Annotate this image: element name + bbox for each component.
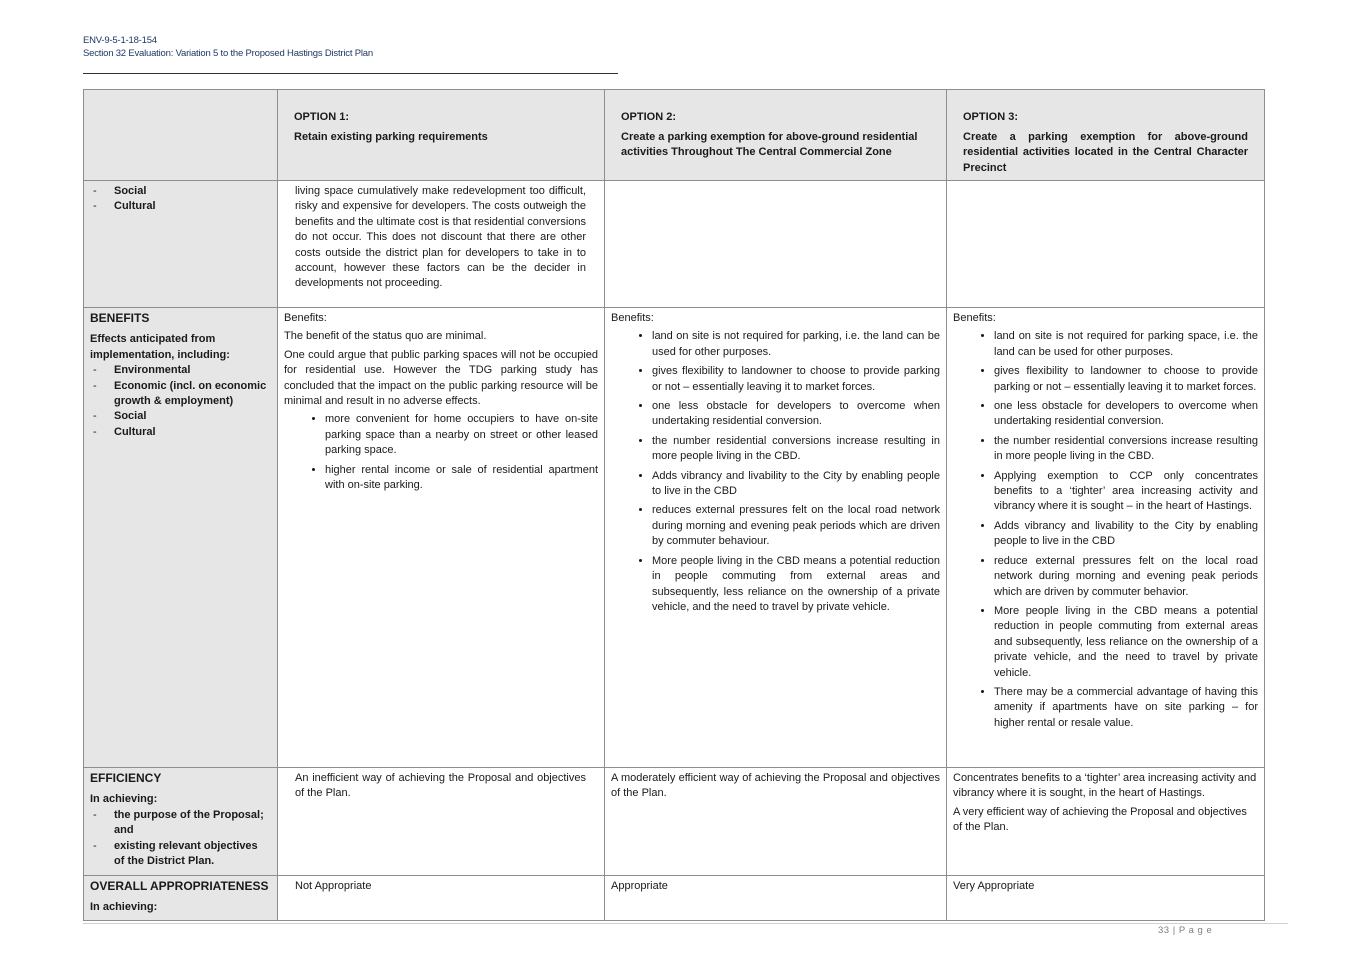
option1-title: Retain existing parking requirements [294, 130, 488, 143]
efficiency-option2-cell [605, 768, 947, 876]
option1-header [278, 90, 605, 181]
option2-header [605, 90, 947, 181]
continued-option3-cell [947, 181, 1265, 308]
benefit-item: • gives flexibility to landowner to choose to provide parking or not – essentially leaving it to market forces. [994, 364, 1258, 395]
overall-heading: OVERALL APPROPRIATENESS [90, 879, 269, 893]
overall-option3-text: Very Appropriate [953, 880, 1035, 892]
benefits-paragraph: The benefit of the status quo are minimal. [284, 330, 487, 343]
benefit-item: • one less obstacle for developers to overcome when undertaking residential conversion. [994, 399, 1258, 430]
page-label: P a g e [1178, 925, 1213, 936]
efficiency-option3-cell [947, 768, 1265, 876]
benefits-label: Benefits: [611, 312, 654, 324]
overall-intro: In achieving: [90, 901, 158, 914]
efficiency-intro: In achieving: [90, 793, 158, 806]
benefits-intro: Effects anticipated from implementation, including: [90, 333, 230, 361]
overall-option1-cell [278, 876, 605, 921]
efficiency-criteria-cell [84, 768, 278, 876]
benefit-item: • the number residential conversions increase resulting in more people living in the CBD. [652, 434, 940, 465]
criteria-item: - Social [90, 184, 271, 199]
benefit-item: • more convenient for home occupiers to have on-site parking space than a nearby on street or other leased parking space. [325, 412, 598, 458]
option1-number: OPTION 1: [294, 111, 350, 123]
benefits-option2-list [611, 329, 940, 615]
efficiency-option3-text: A very efficient way of achieving the Proposal and objectives of the Plan. [953, 805, 1247, 834]
benefit-item: • higher rental income or sale of residential apartment with on-site parking. [325, 463, 598, 494]
benefit-item: • Adds vibrancy and livability to the City by enabling people to live in the CBD [652, 469, 940, 500]
benefits-label: Benefits: [284, 312, 327, 324]
benefits-criteria-cell [84, 308, 278, 768]
benefits-criteria-list [90, 363, 271, 440]
overall-option3-cell [947, 876, 1265, 921]
criteria-item: - Social [90, 409, 271, 424]
criteria-item: - Cultural [90, 425, 271, 440]
benefit-item: • gives flexibility to landowner to choose to provide parking or not – essentially leaving it to market forces. [652, 364, 940, 395]
benefits-option1-cell [278, 308, 605, 768]
page-separator: | [1172, 925, 1176, 936]
document-header [83, 34, 373, 60]
benefit-item: • There may be a commercial advantage of having this amenity if apartments have on site parking – for higher rental or resale value. [994, 685, 1258, 731]
page-number: 33 [1158, 925, 1170, 936]
benefits-label: Benefits: [953, 312, 996, 324]
benefits-option3-list [953, 329, 1258, 731]
benefit-item: • reduce external pressures felt on the local road network during morning and evening peak periods which are driven by commuter behavior. [994, 554, 1258, 600]
corner-cell [84, 90, 278, 181]
continued-option1-text: living space cumulatively make redevelopment too difficult, risky and expensive for developers. The costs outweigh the benefits and the ultimate cost is that residential conversions do not occur. This does not discount that there are other costs outside the district plan for developers to take in to account, however these factors can be the decider in developments not proceeding. [295, 185, 586, 290]
footer-rule [83, 923, 1288, 924]
benefit-item: • the number residential conversions increase resulting in more people living in the CBD. [994, 434, 1258, 465]
criteria-item: - Environmental [90, 363, 271, 378]
efficiency-row [84, 768, 1265, 876]
page-footer [1158, 925, 1212, 936]
efficiency-criteria-list [90, 808, 271, 870]
continued-option2-cell [605, 181, 947, 308]
criteria-item: - the purpose of the Proposal; and [90, 808, 271, 839]
option3-title: Create a parking exemption for above-ground residential activities located in the Central Character Precinct [963, 130, 1248, 174]
document-title: Section 32 Evaluation: Variation 5 to the Proposed Hastings District Plan [83, 48, 373, 59]
overall-option1-text: Not Appropriate [295, 880, 372, 892]
evaluation-table [83, 89, 1265, 921]
continued-criteria-list [90, 184, 271, 215]
continued-option1-cell [278, 181, 605, 308]
benefit-item: • More people living in the CBD means a potential reduction in people commuting from external areas and subsequently, less reliance on the ownership of a private vehicle, and the need to travel by private vehicle. [994, 604, 1258, 681]
overall-criteria-cell [84, 876, 278, 921]
continued-row [84, 181, 1265, 308]
document-ref: ENV-9-5-1-18-154 [83, 35, 157, 46]
benefits-paragraph: One could argue that public parking spaces will not be occupied for residential use. However the TDG parking study has concluded that the impact on the public parking resource will be minimal and result in no adverse effects. [284, 348, 598, 408]
option3-header [947, 90, 1265, 181]
benefit-item: • reduces external pressures felt on the local road network during morning and evening peak periods which are driven by commuter behaviour. [652, 503, 940, 549]
benefits-option1-list [284, 412, 598, 493]
benefit-item: • land on site is not required for parking space, i.e. the land can be used for other purposes. [994, 329, 1258, 360]
header-rule [83, 73, 618, 74]
benefits-option2-cell [605, 308, 947, 768]
efficiency-option3-text: Concentrates benefits to a ‘tighter’ area increasing activity and vibrancy where it is sought, in the heart of Hastings. [953, 772, 1257, 800]
overall-row [84, 876, 1265, 921]
options-header-row [84, 90, 1265, 181]
benefits-row [84, 308, 1265, 768]
benefit-item: • land on site is not required for parking, i.e. the land can be used for other purposes. [652, 329, 940, 360]
benefit-item: • Adds vibrancy and livability to the City by enabling people to live in the CBD [994, 519, 1258, 550]
continued-criteria-cell [84, 181, 278, 308]
option3-number: OPTION 3: [963, 111, 1019, 123]
efficiency-option2-text: A moderately efficient way of achieving the Proposal and objectives of the Plan. [611, 772, 940, 800]
criteria-item: - Economic (incl. on economic growth & employment) [90, 379, 271, 410]
benefit-item: • Applying exemption to CCP only concentrates benefits to a ‘tighter’ area increasing activity and vibrancy where it is sought – in the heart of Hastings. [994, 469, 1258, 515]
overall-option2-text: Appropriate [611, 880, 668, 892]
criteria-item: - Cultural [90, 199, 271, 214]
benefits-heading: BENEFITS [90, 311, 150, 325]
overall-option2-cell [605, 876, 947, 921]
benefit-item: • More people living in the CBD means a potential reduction in people commuting from external areas and subsequently, less reliance on the ownership of a private vehicle, and the need to travel by private vehicle. [652, 554, 940, 616]
efficiency-option1-cell [278, 768, 605, 876]
option2-number: OPTION 2: [621, 111, 677, 123]
benefit-item: • one less obstacle for developers to overcome when undertaking residential conversion. [652, 399, 940, 430]
efficiency-option1-text: An inefficient way of achieving the Proposal and objectives of the Plan. [295, 772, 586, 800]
benefits-option3-cell [947, 308, 1265, 768]
criteria-item: - existing relevant objectives of the District Plan. [90, 839, 271, 870]
efficiency-heading: EFFICIENCY [90, 771, 162, 785]
option2-title: Create a parking exemption for above-ground residential activities Throughout The Central Commercial Zone [621, 130, 918, 158]
